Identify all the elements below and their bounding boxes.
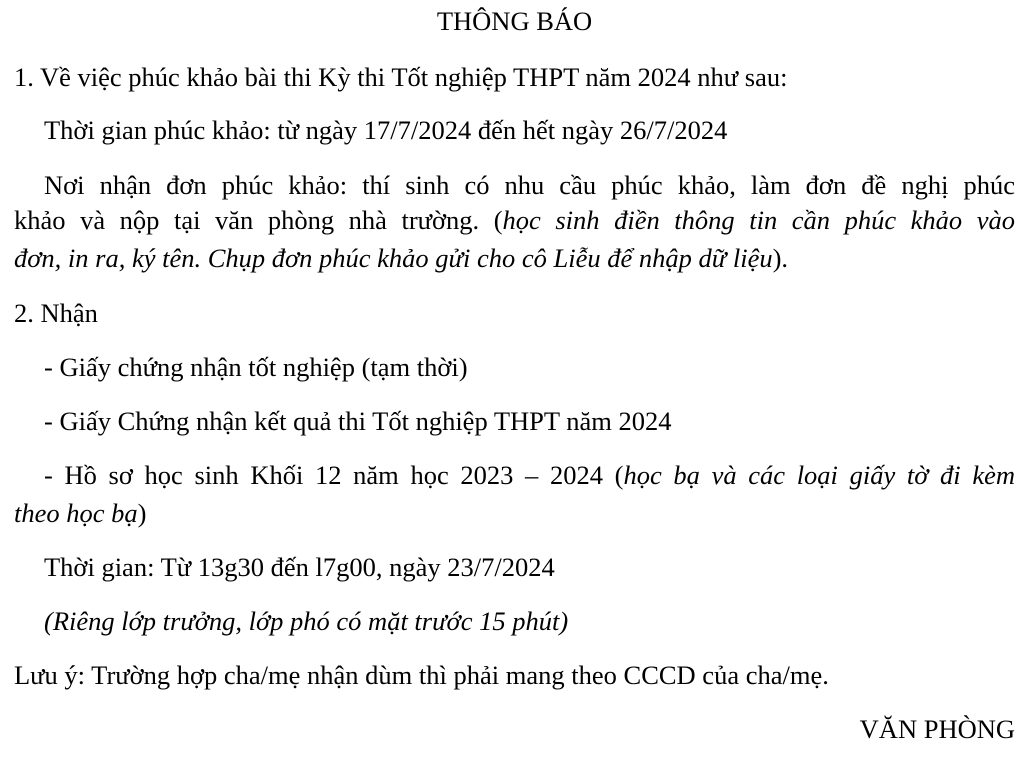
receive-item-3-line1	[44, 459, 1015, 491]
receive-item-3-italic-b: theo học bạ	[14, 498, 138, 528]
receive-note-italic: (Riêng lớp trưởng, lớp phó có mặt trước 15 phút)	[44, 606, 569, 636]
signature: VĂN PHÒNG	[859, 714, 1015, 744]
receive-item-3-line2	[14, 497, 1015, 529]
document-title: THÔNG BÁO	[436, 6, 593, 36]
receive-item-3-close: )	[137, 498, 147, 528]
review-place-line2	[14, 204, 1015, 236]
review-place-line3-close: ).	[772, 243, 789, 273]
receive-note	[44, 605, 1015, 637]
review-place-line3	[14, 242, 1015, 274]
receive-time-line: Thời gian: Từ 13g30 đến l7g00, ngày 23/7/2024	[44, 552, 555, 582]
receive-item-2: - Giấy Chứng nhận kết quả thi Tốt nghiệp THPT năm 2024	[44, 406, 672, 436]
footnote: Lưu ý: Trường hợp cha/mẹ nhận dùm thì phải mang theo CCCD của cha/mẹ.	[14, 660, 829, 690]
review-time-line: Thời gian phúc khảo: từ ngày 17/7/2024 đến hết ngày 26/7/2024	[44, 115, 728, 145]
section1-heading: 1. Về việc phúc khảo bài thi Kỳ thi Tốt nghiệp THPT năm 2024 như sau:	[14, 62, 788, 92]
review-place-line3-italic: đơn, in ra, ký tên. Chụp đơn phúc khảo gửi cho cô Liễu để nhập dữ liệu	[14, 243, 773, 273]
section2-heading: 2. Nhận	[14, 298, 98, 328]
review-place-line2-text: khảo và nộp tại văn phòng nhà trường. (	[14, 205, 503, 235]
review-place-line1: Nơi nhận đơn phúc khảo: thí sinh có nhu cầu phúc khảo, làm đơn đề nghị phúc	[44, 170, 1015, 200]
receive-item-3-text: - Hồ sơ học sinh Khối 12 năm học 2023 – 2024 (	[44, 460, 624, 490]
review-place-line2-italic: học sinh điền thông tin cần phúc khảo vào	[502, 205, 1015, 235]
receive-item-3-italic-a: học bạ và các loại giấy tờ đi kèm	[623, 460, 1015, 490]
receive-item-1: - Giấy chứng nhận tốt nghiệp (tạm thời)	[44, 352, 468, 382]
